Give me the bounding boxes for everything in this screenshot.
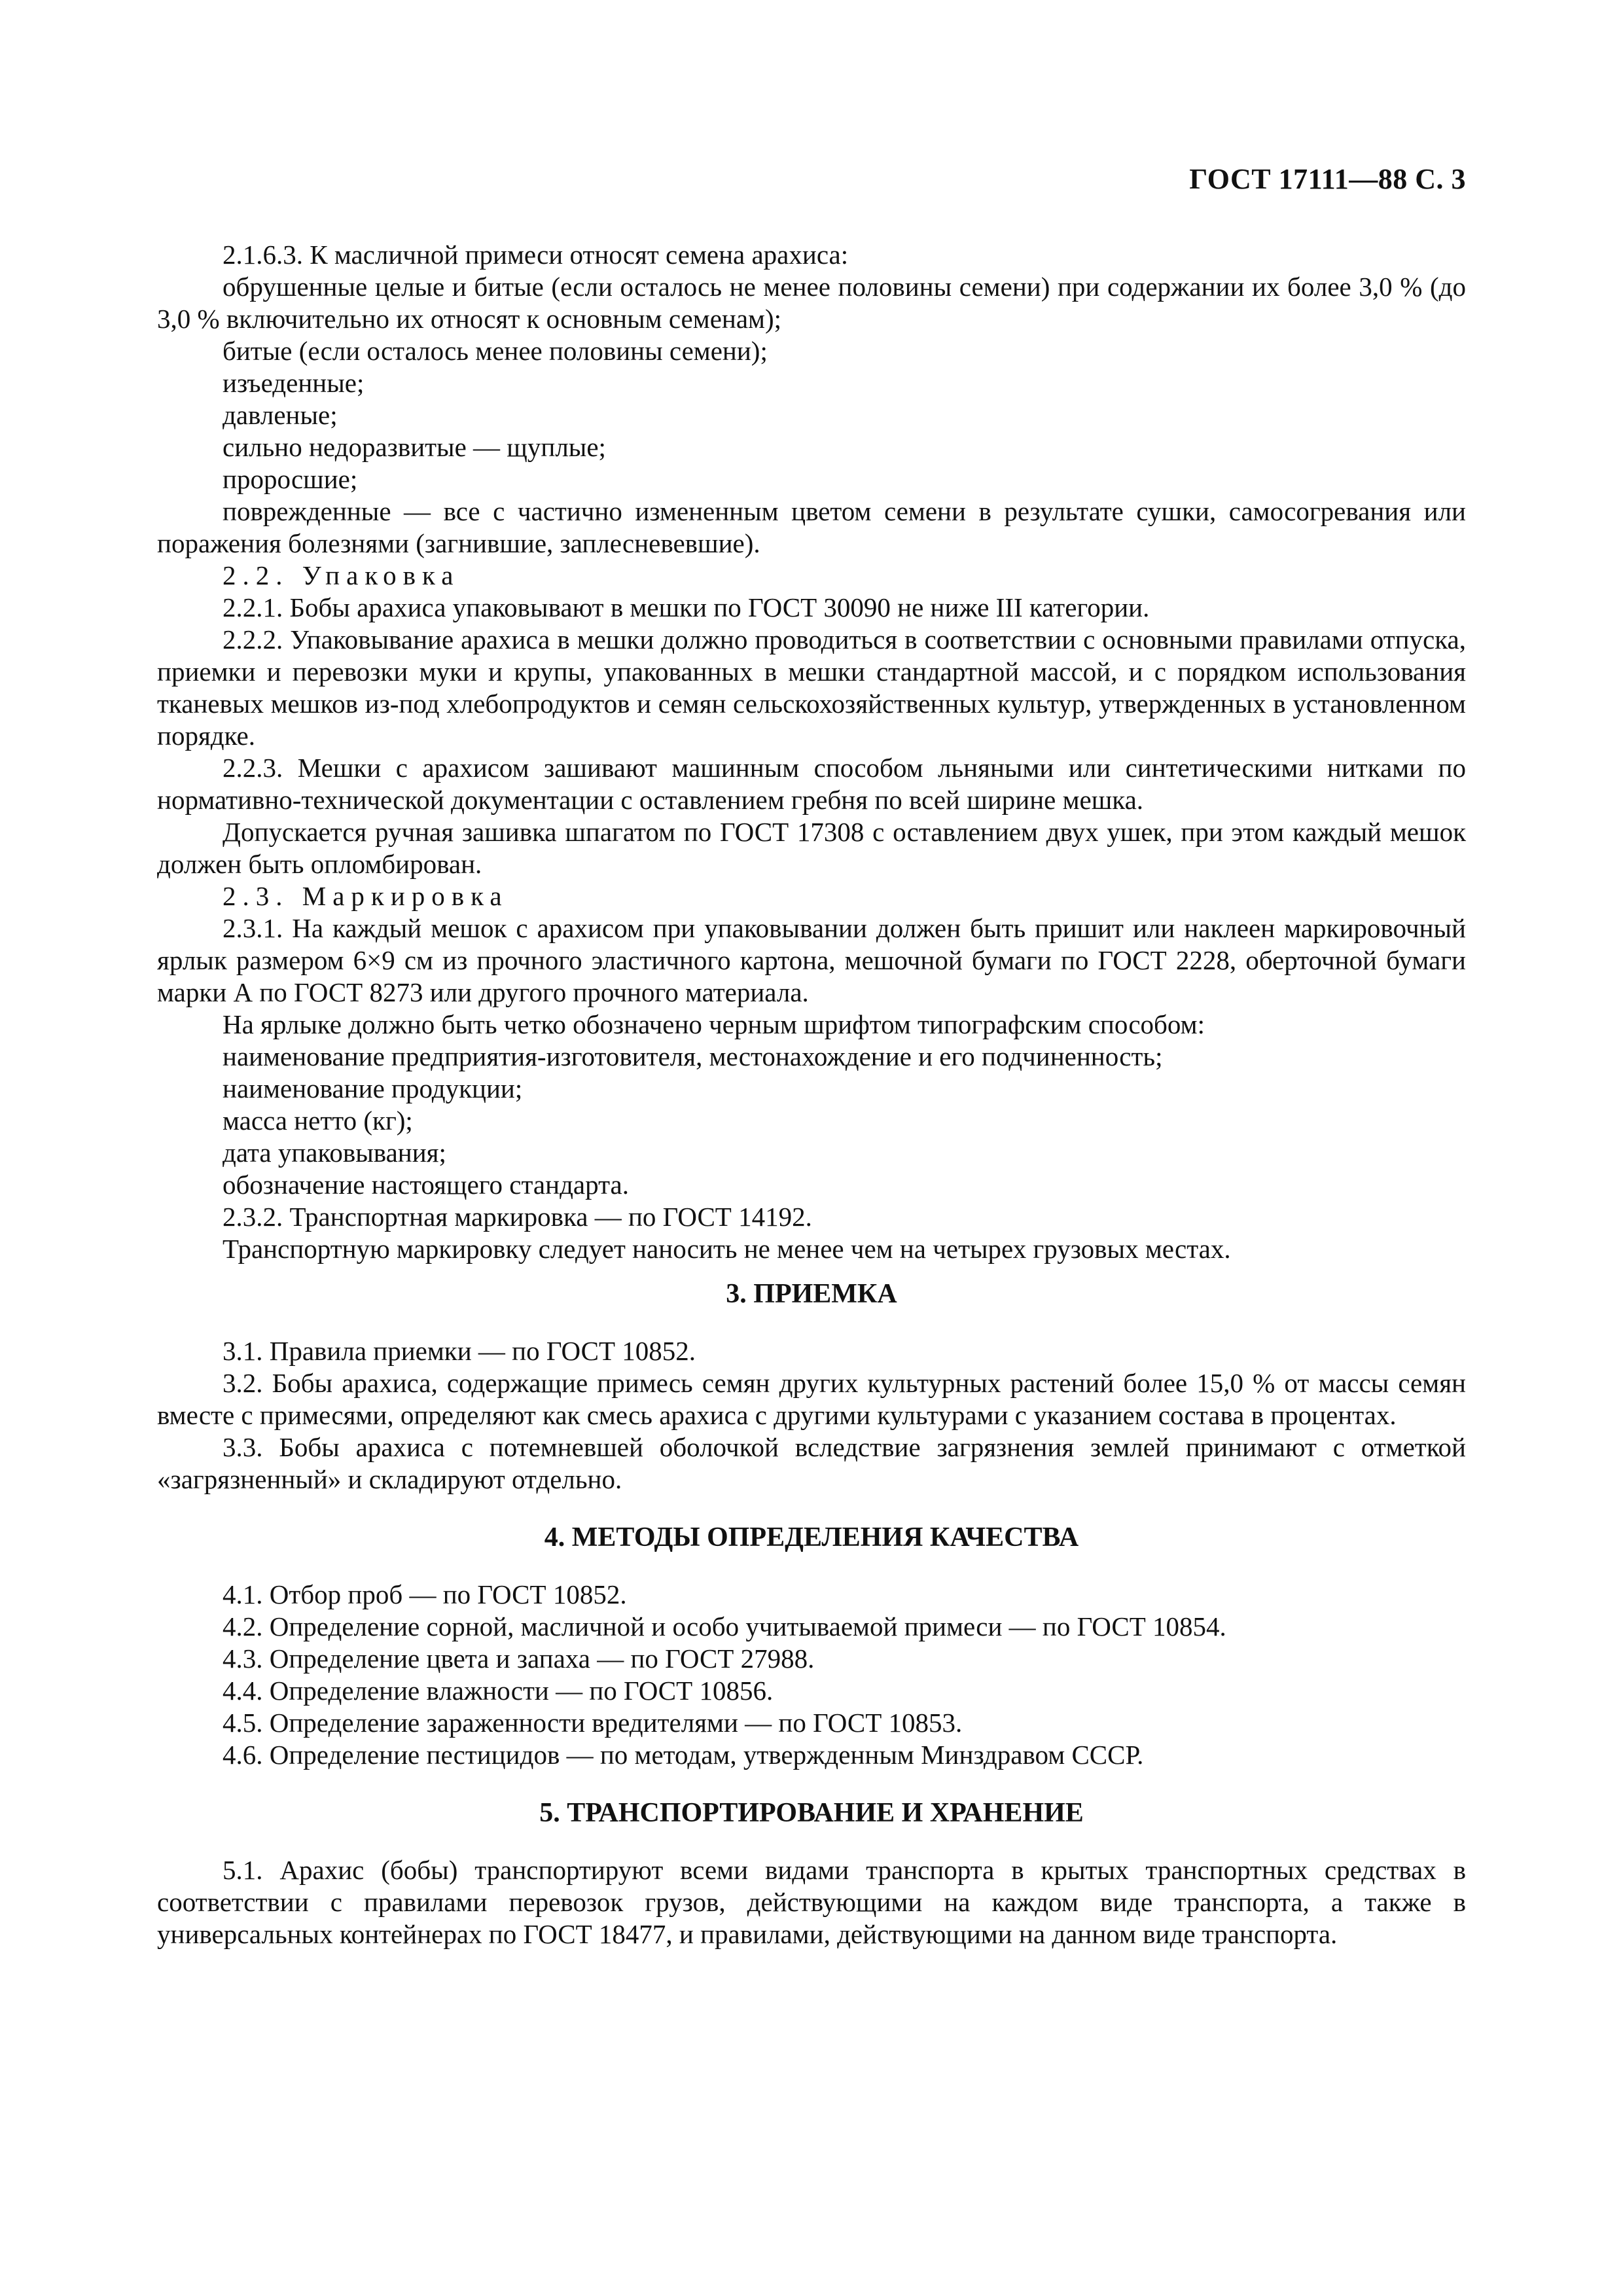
paragraph: 2.3. Маркировка xyxy=(223,881,508,911)
section-5-heading: 5. ТРАНСПОРТИРОВАНИЕ И ХРАНЕНИЕ xyxy=(539,1798,1084,1828)
paragraph: давленые; xyxy=(223,400,338,430)
paragraph: 2.2.2. Упаковывание арахиса в мешки должно проводиться в соответствии с основными правилами отпуска, приемки и перевозки муки и крупы, упакованных в мешки стандартной массой, и с порядком использования тканевых мешков из-под хлебопродуктов и семян сельскохозяйственных культур, утвержденных в установленном порядке. xyxy=(157,624,1466,751)
paragraph: На ярлыке должно быть четко обозначено черным шрифтом типографским способом: xyxy=(223,1009,1205,1039)
paragraph: 2.2. Упаковка xyxy=(223,560,460,590)
paragraph: дата упаковывания; xyxy=(223,1138,446,1168)
paragraph: 2.3.2. Транспортная маркировка — по ГОСТ 14192. xyxy=(223,1202,812,1232)
paragraph: поврежденные — все с частично измененным цветом семени в результате сушки, самосогревания или поражения болезнями (загнившие, заплесневевшие). xyxy=(157,496,1466,558)
document-body xyxy=(157,239,1466,1950)
paragraph: битые (если осталось менее половины семени); xyxy=(223,336,768,366)
paragraph: 4.6. Определение пестицидов — по методам, утвержденным Минздравом СССР. xyxy=(223,1740,1144,1770)
section-4-heading: 4. МЕТОДЫ ОПРЕДЕЛЕНИЯ КАЧЕСТВА xyxy=(544,1522,1079,1552)
page-header: ГОСТ 17111—88 С. 3 xyxy=(1189,163,1466,195)
paragraph: 3.2. Бобы арахиса, содержащие примесь семян других культурных растений более 15,0 % от массы семян вместе с примесями, определяют как смесь арахиса с другими культурами с указанием состава в процентах. xyxy=(157,1368,1466,1430)
paragraph: 5.1. Арахис (бобы) транспортируют всеми видами транспорта в крытых транспортных средствах в соответствии с правилами перевозок грузов, действующими на каждом виде транспорта, а также в универсальных контейнерах по ГОСТ 18477, и правилами, действующими на данном виде транспорта. xyxy=(157,1855,1466,1949)
paragraph: изъеденные; xyxy=(223,368,365,398)
paragraph: обозначение настоящего стандарта. xyxy=(223,1170,629,1200)
paragraph: Допускается ручная зашивка шпагатом по ГОСТ 17308 с оставлением двух ушек, при этом каждый мешок должен быть опломбирован. xyxy=(157,817,1466,879)
paragraph: 2.3.1. На каждый мешок с арахисом при упаковывании должен быть пришит или наклеен маркировочный ярлык размером 6×9 см из прочного эластичного картона, мешочной бумаги по ГОСТ 2228, оберточной бумаги марки А по ГОСТ 8273 или другого прочного материала. xyxy=(157,913,1466,1007)
paragraph: 3.3. Бобы арахиса с потемневшей оболочкой вследствие загрязнения землей принимают с отметкой «загрязненный» и складируют отдельно. xyxy=(157,1432,1466,1494)
paragraph: 2.2.3. Мешки с арахисом зашивают машинным способом льняными или синтетическими нитками по нормативно-технической документации с оставлением гребня по всей ширине мешка. xyxy=(157,753,1466,815)
paragraph: сильно недоразвитые — щуплые; xyxy=(223,432,606,462)
paragraph: 3.1. Правила приемки — по ГОСТ 10852. xyxy=(223,1336,696,1366)
paragraph: обрушенные целые и битые (если осталось не менее половины семени) при содержании их более 3,0 % (до 3,0 % включительно их относят к основным семенам); xyxy=(157,272,1466,334)
paragraph: 4.5. Определение зараженности вредителями — по ГОСТ 10853. xyxy=(223,1708,963,1738)
paragraph: 4.4. Определение влажности — по ГОСТ 10856. xyxy=(223,1676,774,1706)
section-2-continued xyxy=(157,239,1466,1265)
paragraph: 4.2. Определение сорной, масличной и особо учитываемой примеси — по ГОСТ 10854. xyxy=(223,1611,1226,1641)
paragraph: проросшие; xyxy=(223,464,358,494)
section-4-body xyxy=(157,1579,1466,1771)
paragraph: 2.1.6.3. К масличной примеси относят семена арахиса: xyxy=(223,240,849,270)
section-3-heading: 3. ПРИЕМКА xyxy=(726,1279,897,1309)
paragraph: масса нетто (кг); xyxy=(223,1105,413,1136)
paragraph: 4.1. Отбор проб — по ГОСТ 10852. xyxy=(223,1579,627,1609)
paragraph: Транспортную маркировку следует наносить не менее чем на четырех грузовых местах. xyxy=(223,1234,1231,1264)
paragraph: 4.3. Определение цвета и запаха — по ГОСТ 27988. xyxy=(223,1643,815,1674)
section-5-body xyxy=(157,1854,1466,1950)
paragraph: 2.2.1. Бобы арахиса упаковывают в мешки по ГОСТ 30090 не ниже III категории. xyxy=(223,592,1150,622)
paragraph: наименование предприятия-изготовителя, местонахождение и его подчиненность; xyxy=(223,1041,1163,1071)
paragraph: наименование продукции; xyxy=(223,1073,523,1103)
section-3-body xyxy=(157,1335,1466,1496)
